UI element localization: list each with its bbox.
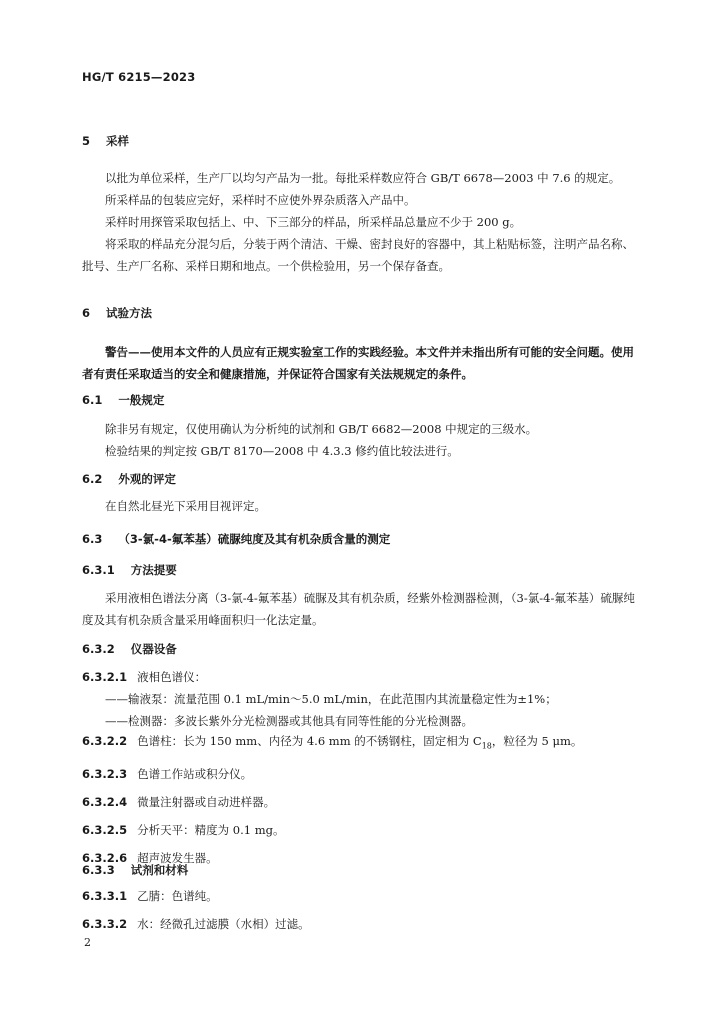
section-6 [82,302,644,324]
section-number: 6 [82,306,91,320]
paragraph: 将采取的样品充分混匀后，分装于两个清洁、干燥、密封良好的容器中，其上粘贴标签，注明产品名称、批号、生产厂名称、采样日期和地点。一个供检验用，另一个保存备查。 [82,237,634,273]
clause-item [82,913,644,935]
clause-number: 6.3.2.6 [82,851,128,866]
subsection-6-3-3-body [82,885,644,935]
subsection-6-3-2 [82,638,644,660]
clause-number: 6.3.2.5 [82,823,128,838]
subsection-title: 仪器设备 [130,642,177,656]
section-6-heading [82,302,644,324]
warning-text: 警告——使用本文件的人员应有正规实验室工作的实践经验。本文件并未指出所有可能的安全问题。使用者有责任采取适当的安全和健康措施，并保证符合国家有关法规规定的条件。 [82,345,634,381]
subsection-heading [82,389,644,411]
section-5 [82,130,644,152]
subsection-heading [82,468,644,490]
clause-number: 6.3.2.3 [82,767,128,782]
subsection-title: （3-氯-4-氟苯基）硫脲纯度及其有机杂质含量的测定 [118,532,391,546]
paragraph: 所采样品的包装应完好，采样时不应使外界杂质落入产品中。 [105,193,416,207]
clause-item [82,791,644,813]
section-5-heading [82,130,644,152]
page-number: 2 [84,936,91,949]
clause-text-tail: ，粒径为 5 μm。 [491,734,583,748]
paragraph: 在自然北昼光下采用目视评定。 [105,499,266,513]
clause-item [82,763,644,785]
subsection-heading [82,528,644,550]
clause-text: 乙腈：色谱纯。 [137,889,218,903]
clause-text: 水：经微孔过滤膜（水相）过滤。 [137,917,310,931]
paragraph: 除非另有规定，仅使用确认为分析纯的试剂和 GB/T 6682—2008 中规定的三级水。 [105,422,538,436]
clause-text: 色谱工作站或积分仪。 [137,767,253,782]
subsection-title: 外观的评定 [118,472,176,486]
subsection-title: 一般规定 [118,393,165,407]
subsection-6-1 [82,389,644,411]
subsection-6-3-1 [82,559,644,581]
subsection-6-3-1-body [82,587,644,631]
paragraph: 以批为单位采样，生产厂以均匀产品为一批。每批采样数应符合 GB/T 6678—2003 中 7.6 的规定。 [105,171,621,185]
subsection-number: 6.3.1 [82,563,115,577]
subsection-heading [82,638,644,660]
subsection-6-3-3 [82,859,644,881]
clause-item [82,819,644,841]
dash-item: ——检测器：多波长紫外分光检测器或其他具有同等性能的分光检测器。 [105,714,473,728]
clause-item [82,666,644,688]
subsection-6-3-2-body [82,666,644,732]
subsection-heading [82,859,644,881]
clause-number: 6.3.3.2 [82,917,128,931]
section-title: 试验方法 [106,306,153,320]
clause-text: 微量注射器或自动进样器。 [137,795,276,810]
subsection-number: 6.1 [82,393,103,407]
section-number: 5 [82,134,91,148]
warning-block [82,341,644,385]
subsection-6-3-2-items [82,730,644,869]
subsection-number: 6.3 [82,532,103,546]
subsection-heading [82,559,644,581]
standard-code-header: HG/T 6215—2023 [82,70,196,84]
subsection-6-3 [82,528,644,550]
subsection-number: 6.3.2 [82,642,115,656]
paragraph: 采样时用探管采取包括上、中、下三部分的样品，所采样品总量应不少于 200 g。 [105,215,522,229]
section-5-body [82,167,644,277]
subsection-title: 试剂和材料 [130,863,189,877]
clause-item [82,885,644,907]
section-title: 采样 [106,134,130,148]
clause-text: 液相色谱仪： [137,670,207,684]
subsection-6-2 [82,468,644,490]
clause-number: 6.3.2.4 [82,795,128,810]
subsection-6-1-body [82,418,644,462]
subsection-number: 6.3.3 [82,863,115,877]
clause-number: 6.3.2.2 [82,734,128,748]
clause-number: 6.3.3.1 [82,889,128,903]
subscript: 18 [481,741,492,751]
clause-item [82,730,644,757]
subsection-6-2-body [82,495,644,517]
subsection-number: 6.2 [82,472,103,486]
clause-text: 分析天平：精度为 0.1 mg。 [137,823,285,838]
dash-item: ——输液泵：流量范围 0.1 mL/min～5.0 mL/min，在此范围内其流量稳定性为±1%； [105,692,557,706]
subsection-title: 方法提要 [130,563,177,577]
clause-number: 6.3.2.1 [82,670,128,684]
clause-text: 色谱柱：长为 150 mm、内径为 4.6 mm 的不锈钢柱，固定相为 C [137,734,482,748]
paragraph: 检验结果的判定按 GB/T 8170—2008 中 4.3.3 修约值比较法进行。 [105,444,459,458]
paragraph: 采用液相色谱法分离（3-氯-4-氟苯基）硫脲及其有机杂质，经紫外检测器检测，（3-氯-4-氟苯基）硫脲纯度及其有机杂质含量采用峰面积归一化法定量。 [82,591,635,627]
clause-text: 超声波发生器。 [137,851,218,866]
